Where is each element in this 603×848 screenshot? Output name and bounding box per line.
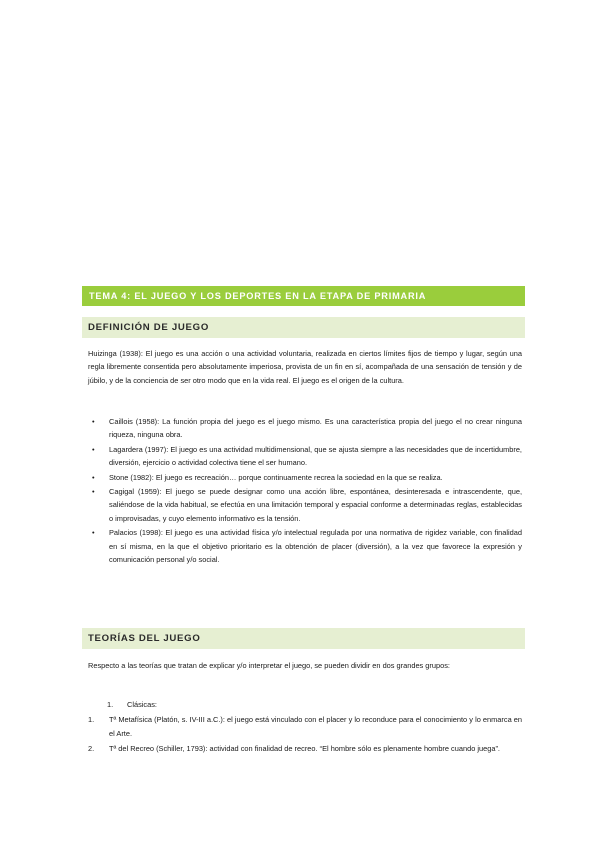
list-item-text: Stone (1982): El juego es recreación… porque continuamente recrea la sociedad en la que se realiza. [109, 472, 443, 482]
definicion-intro-paragraph: Huizinga (1938): El juego es una acción o una actividad voluntaria, realizada en ciertos límites fijos de tiempo y lugar, según una regla libremente consentida pero absolutamente imperiosa, provista de un fin en sí, acompañada de una sensación de tensión y de júbilo, y de la conciencia de ser otro modo que en la vida real. El juego es el origen de la cultura. [88, 349, 522, 385]
bullet-icon: • [92, 528, 95, 538]
list-item [88, 471, 522, 484]
list-item [88, 713, 522, 740]
teorias-intro-paragraph: Respecto a las teorías que tratan de explicar y/o interpretar el juego, se pueden dividir en dos grandes grupos: [88, 661, 450, 670]
list-item [88, 443, 522, 470]
list-item-text: Clásicas: [127, 700, 157, 709]
list-item [88, 415, 522, 442]
list-item [88, 526, 522, 566]
topic-title: TEMA 4: EL JUEGO Y LOS DEPORTES EN LA ETAPA DE PRIMARIA [82, 286, 525, 306]
list-item [88, 485, 522, 525]
bullet-icon: • [92, 417, 95, 426]
list-item [88, 742, 522, 755]
list-item-text: Lagardera (1997): El juego es una actividad multidimensional, que se ajusta siempre a las necesidades que de incertidumbre, diversión, ejercicio o actividad colectiva tiene el ser humano. [109, 444, 522, 468]
list-number: 2. [88, 744, 95, 754]
list-item-text: Cagigal (1959): El juego se puede designar como una acción libre, espontánea, desinteresada e intrascendente, que, saliéndose de la vida habitual, se efectúa en una limitación temporal y espacial conforme a determinadas reglas, establecidas o improvisadas, y cuyo elemento informativo es la tensión. [109, 487, 522, 523]
list-item-text: Palacios (1998): El juego es una actividad física y/o intelectual regulada por una normativa de rigidez variable, con finalidad en sí misma, en la que el objetivo prioritario es la obtención de placer (diversión), a la vez que favorece la expresión y comunicación personal y/o social. [109, 528, 522, 565]
teorias-numbered-list [88, 698, 522, 758]
list-item-text: Caillois (1958): La función propia del juego es el juego mismo. Es una característica propia del juego el no crear ninguna riqueza, ninguna obra. [109, 417, 522, 440]
section-heading-teorias: TEORÍAS DEL JUEGO [82, 628, 525, 649]
list-item [88, 698, 522, 711]
list-item-text: Tª Metafísica (Platón, s. IV-III a.C.): el juego está vinculado con el placer y lo reconduce para el conocimiento y lo enmarca en el Arte. [109, 715, 522, 738]
bullet-icon: • [92, 472, 95, 482]
bullet-icon: • [92, 487, 95, 497]
list-item-text: Tª del Recreo (Schiller, 1793): actividad con finalidad de recreo. “El hombre sólo es plenamente hombre cuando juega”. [109, 744, 500, 754]
list-number: 1. [107, 700, 114, 709]
bullet-icon: • [92, 444, 95, 454]
definicion-bullet-list [88, 415, 522, 567]
list-number: 1. [88, 715, 95, 725]
section-heading-definicion: DEFINICIÓN DE JUEGO [82, 317, 525, 338]
